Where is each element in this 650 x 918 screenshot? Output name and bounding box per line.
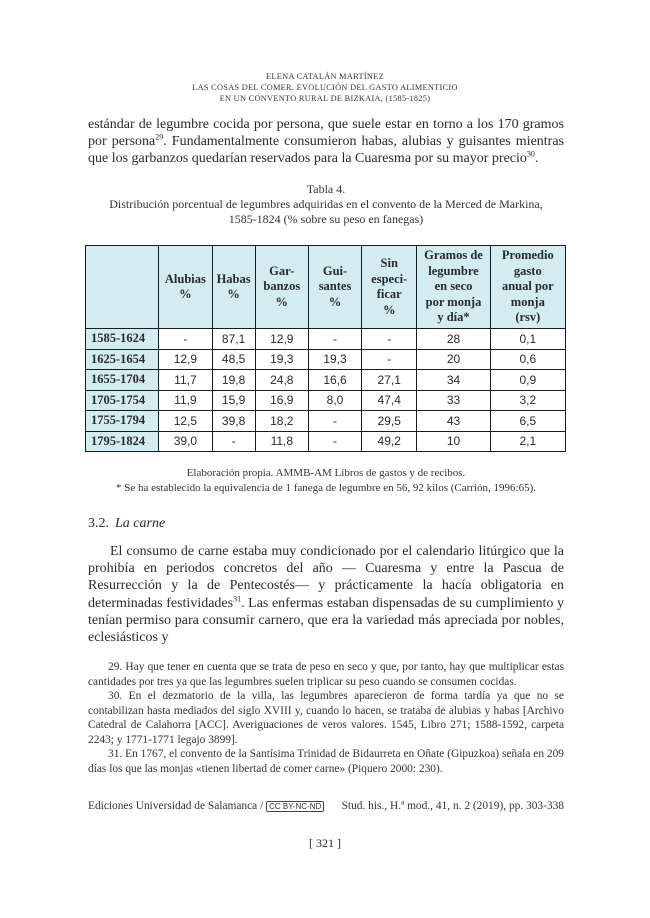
table-header-cell: Alubias % [159, 246, 212, 329]
table-cell: 47,4 [362, 390, 417, 411]
table-cell: 6,5 [490, 411, 565, 432]
table-caption-title: Tabla 4. [306, 182, 346, 196]
table-cell: 24,8 [255, 370, 308, 391]
table-header-cell: Gar- banzos % [255, 246, 308, 329]
table-cell: 11,7 [159, 370, 212, 391]
table-cell: - [362, 349, 417, 370]
section-title: La carne [115, 516, 166, 531]
table-row [86, 411, 566, 432]
table-cell: 34 [417, 370, 490, 391]
table-cell: 33 [417, 390, 490, 411]
page-number: [ 321 ] [309, 836, 341, 850]
table-cell: - [308, 329, 361, 350]
table-cell: 16,6 [308, 370, 361, 391]
table-row [86, 390, 566, 411]
period-label: 1625-1654 [86, 349, 159, 370]
section-number: 3.2. [88, 516, 109, 531]
table-cell: - [362, 329, 417, 350]
footnote-ref-29[interactable]: 29 [155, 132, 164, 142]
legumes-table [85, 245, 566, 452]
table-cell: 87,1 [212, 329, 255, 350]
table-row [86, 370, 566, 391]
table-cell: - [159, 329, 212, 350]
header-title-line1: LAS COSAS DEL COMER. EVOLUCIÓN DEL GASTO ALIMENTICIO [192, 83, 458, 92]
table-cell: 19,3 [308, 349, 361, 370]
table-cell: 12,9 [255, 329, 308, 350]
table-source: Elaboración propia. AMMB-AM Libros de gastos y de recibos. [186, 467, 466, 479]
table-cell: 43 [417, 411, 490, 432]
period-label: 1655-1704 [86, 370, 159, 391]
table-cell: 15,9 [212, 390, 255, 411]
footnote-ref-31[interactable]: 31 [233, 593, 242, 603]
table-cell: 16,9 [255, 390, 308, 411]
table-row [86, 349, 566, 370]
table-cell: 11,8 [255, 431, 308, 452]
table-cell: 27,1 [362, 370, 417, 391]
table-cell: 0,1 [490, 329, 565, 350]
intro-text-1: estándar de legumbre cocida por persona, que suele estar en torno a los 170 gramos por persona [88, 117, 564, 150]
meat-text-1: El consumo de carne estaba muy condicionado por el calendario litúrgico que la prohibía en periodos concretos del año — Cuaresma y entre la Pascua de Resurrección y la de Pentecostés— y prácticamente la hacía obligatoria en determinadas festividades [88, 544, 564, 611]
table-header-cell: Gui- santes % [308, 246, 361, 329]
footnotes [88, 660, 564, 776]
period-label: 1755-1794 [86, 411, 159, 432]
footnote-30: 30. En el dezmatorio de la villa, las legumbres aparecieron de forma tardía ya que no se contabilizan hasta mediados del siglo XVIII y, cuando lo hacen, se trataba de alubias y habas [Archivo Catedral de Calahorra [ACC]. Averiguaciones de veros valores. 1545, Libro 271; 1588-1592, carpeta 2243; y 1771-1771 legajo 3899]. [88, 690, 564, 746]
table-header-corner [86, 246, 159, 329]
table-cell: 3,2 [490, 390, 565, 411]
table-cell: 49,2 [362, 431, 417, 452]
meat-paragraph [88, 543, 564, 646]
page-footer [88, 800, 564, 812]
period-label: 1795-1824 [86, 431, 159, 452]
footnote-31: 31. En 1767, el convento de la Santísima Trinidad de Bidaurreta en Oñate (Gipuzkoa) señala en 209 días los que las monjas «tienen libertad de comer carne» (Piquero 2000: 230). [88, 748, 564, 775]
table-cell: 39,8 [212, 411, 255, 432]
table-cell: 8,0 [308, 390, 361, 411]
table-cell: 19,8 [212, 370, 255, 391]
intro-paragraph [88, 116, 564, 168]
table-cell: 28 [417, 329, 490, 350]
table-cell: 29,5 [362, 411, 417, 432]
table-caption-description: Distribución porcentual de legumbres adquiridas en el convento de la Merced de Markina, 1585-1824 (% sobre su peso en fanegas) [109, 197, 543, 226]
intro-text-2: . Fundamentalmente consumieron habas, alubias y guisantes mientras que los garbanzos quedarían reservados para la Cuaresma por su mayor precio [88, 134, 564, 167]
table-header-cell: Sin especi- ficar % [362, 246, 417, 329]
header-author: ELENA CATALÁN MARTÍNEZ [266, 72, 384, 81]
table-header-cell: Habas % [212, 246, 255, 329]
table-cell: 10 [417, 431, 490, 452]
table-cell: 18,2 [255, 411, 308, 432]
table-note: * Se ha establecido la equivalencia de 1 fanega de legumbre en 56, 92 kilos (Carrión, 1996:65). [115, 482, 536, 494]
table-cell: 11,9 [159, 390, 212, 411]
table-cell: - [308, 431, 361, 452]
table-cell: 2,1 [490, 431, 565, 452]
table-cell: 12,9 [159, 349, 212, 370]
table-row [86, 329, 566, 350]
table-cell: 39,0 [159, 431, 212, 452]
cc-license-icon[interactable]: CC BY-NC-ND [266, 801, 324, 812]
table-caption [88, 182, 564, 227]
table-cell: 20 [417, 349, 490, 370]
header-title-line2: EN UN CONVENTO RURAL DE BIZKAIA, (1585-1825) [219, 94, 431, 103]
table-cell: 48,5 [212, 349, 255, 370]
journal-citation: Stud. his., H.ª mod., 41, n. 2 (2019), pp. 303-338 [341, 800, 564, 812]
meat-text-2: . Las enfermas estaban dispensadas de su cumplimiento y tenían permiso para consumir carnero, que era la variedad más apreciada por nobles, eclesiásticos y [88, 595, 564, 646]
table-cell: 12,5 [159, 411, 212, 432]
footnote-29: 29. Hay que tener en cuenta que se trata de peso en seco y que, por tanto, hay que multiplicar estas cantidades por tres ya que las legumbres suelen triplicar su peso cuando se consumen cocidas. [88, 661, 564, 688]
table-row [86, 431, 566, 452]
table-cell: - [308, 411, 361, 432]
period-label: 1585-1624 [86, 329, 159, 350]
table-cell: 19,3 [255, 349, 308, 370]
intro-text-3: . [534, 151, 539, 167]
publisher: Ediciones Universidad de Salamanca / [88, 800, 264, 812]
table-header-cell: Gramos de legumbre en seco por monja y día* [417, 246, 490, 329]
table-header-cell: Promedio gasto anual por monja (rsv) [490, 246, 565, 329]
table-cell: 0,9 [490, 370, 565, 391]
table-cell: - [212, 431, 255, 452]
footnote-ref-30[interactable]: 30 [526, 149, 535, 159]
section-heading [88, 516, 165, 532]
table-header-row [86, 246, 566, 329]
period-label: 1705-1754 [86, 390, 159, 411]
table-cell: 0,6 [490, 349, 565, 370]
running-header [0, 71, 650, 104]
